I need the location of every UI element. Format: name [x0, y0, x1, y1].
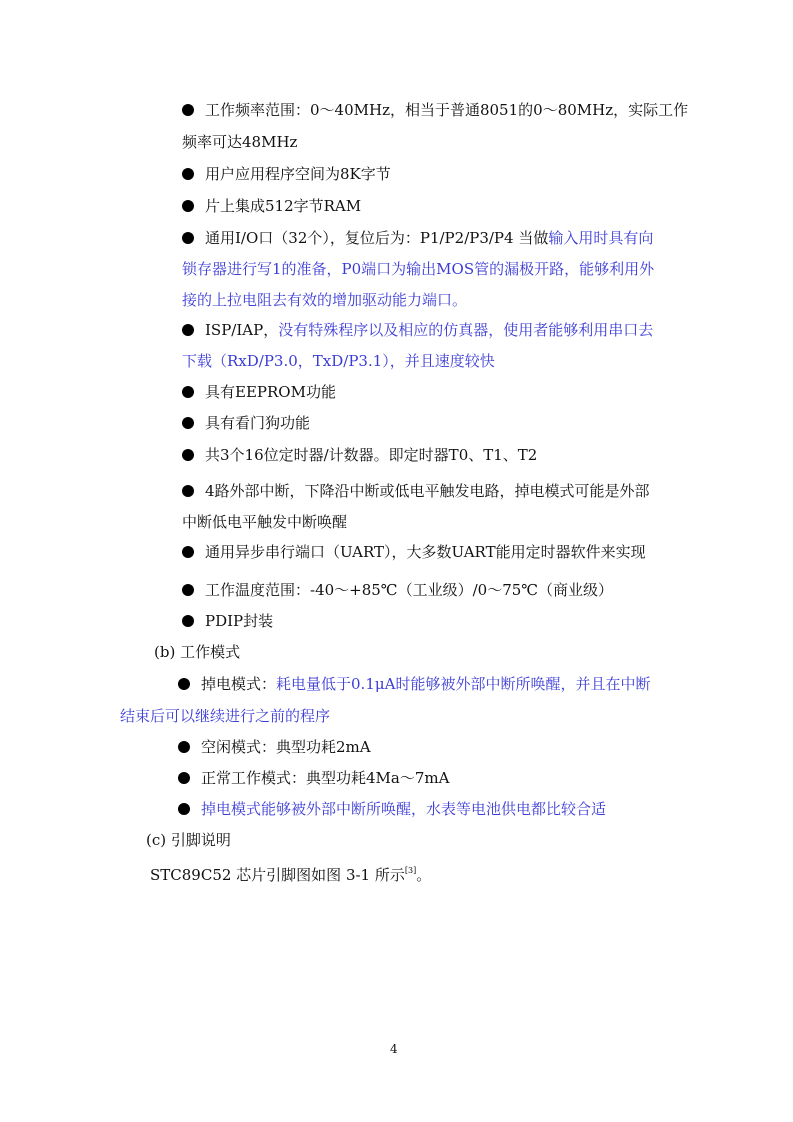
mode-item-powerdown: 掉电模式：耗电量低于0.1μA时能够被外部中断所唤醒，并且在中断: [178, 674, 650, 694]
bullet-icon: [182, 485, 194, 497]
feature-item-io-cont: 接的上拉电阻去有效的增加驱动能力端口。: [182, 291, 468, 309]
bullet-icon: [182, 615, 194, 627]
bullet-icon: [182, 546, 194, 558]
bullet-icon: [178, 741, 190, 753]
bullet-icon: [182, 386, 194, 398]
feature-item-frequency: 工作频率范围：0～40MHz，相当于普通8051的0～80MHz，实际工作: [182, 100, 688, 120]
mode-item-powerdown-cont: 结束后可以继续进行之前的程序: [120, 707, 331, 725]
mode-item-idle: 空闲模式：典型功耗2mA: [178, 737, 371, 757]
feature-item-isp: ISP/IAP，没有特殊程序以及相应的仿真器，使用者能够利用串口去: [182, 320, 653, 340]
feature-item-frequency-cont: 频率可达48MHz: [182, 133, 298, 151]
feature-item-uart: 通用异步串行端口（UART），大多数UART能用定时器软件来实现: [182, 542, 646, 562]
bullet-icon: [178, 772, 190, 784]
mode-item-normal: 正常工作模式：典型功耗4Ma～7mA: [178, 768, 449, 788]
bullet-icon: [178, 803, 190, 815]
bullet-icon: [182, 104, 194, 116]
feature-item-timers: 共3个16位定时器/计数器。即定时器T0、T1、T2: [182, 445, 537, 465]
citation-reference[interactable]: [3]: [404, 866, 417, 875]
mode-item-wakeup: 掉电模式能够被外部中断所唤醒，水表等电池供电都比较合适: [178, 799, 606, 819]
bullet-icon: [182, 324, 194, 336]
feature-item-io-cont: 锁存器进行写1的准备，P0端口为输出MOS管的漏极开路，能够利用外: [182, 260, 655, 278]
bullet-icon: [182, 232, 194, 244]
section-heading-modes: (b) 工作模式: [154, 643, 241, 661]
section-heading-pins: (c) 引脚说明: [146, 831, 231, 849]
bullet-icon: [178, 678, 190, 690]
pin-description-text: STC89C52 芯片引脚图如图 3-1 所示[3]。: [150, 866, 432, 884]
feature-item-package: PDIP封装: [182, 611, 273, 631]
feature-item-flash: 用户应用程序空间为8K字节: [182, 164, 391, 184]
feature-item-io: 通用I/O口（32个），复位后为：P1/P2/P3/P4 当做输入用时具有向: [182, 228, 653, 248]
bullet-icon: [182, 417, 194, 429]
bullet-icon: [182, 168, 194, 180]
feature-item-interrupt: 4路外部中断，下降沿中断或低电平触发电路，掉电模式可能是外部: [182, 481, 650, 501]
bullet-icon: [182, 584, 194, 596]
feature-item-eeprom: 具有EEPROM功能: [182, 382, 336, 402]
bullet-icon: [182, 449, 194, 461]
feature-item-isp-cont: 下载（RxD/P3.0，TxD/P3.1），并且速度较快: [182, 352, 495, 370]
page-number: 4: [390, 1042, 398, 1056]
feature-item-watchdog: 具有看门狗功能: [182, 413, 310, 433]
feature-item-ram: 片上集成512字节RAM: [182, 196, 361, 216]
bullet-icon: [182, 200, 194, 212]
feature-item-interrupt-cont: 中断低电平触发中断唤醒: [182, 513, 348, 531]
feature-item-temperature: 工作温度范围：-40～+85℃（工业级）/0～75℃（商业级）: [182, 580, 613, 600]
